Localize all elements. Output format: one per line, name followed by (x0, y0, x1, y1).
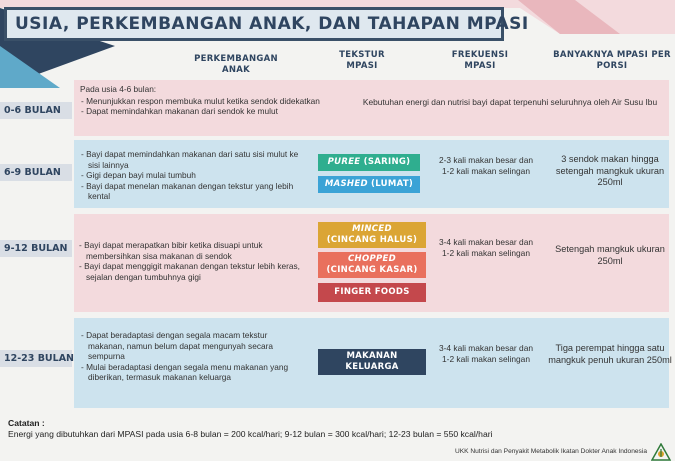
development-item: - Bayi dapat menggigit makanan dengan tekstur lebih keras, sejalan dengan tumbuhnya gigi (78, 261, 310, 282)
development-item: - Mulai beradaptasi dengan segala menu makanan yang diberikan, termasuk makanan keluarga (80, 362, 302, 383)
age-label-12-23: 12-23 BULAN (0, 350, 72, 367)
notes (8, 418, 493, 440)
development-6-9 (80, 149, 302, 202)
age-label-9-12: 9-12 BULAN (0, 240, 72, 257)
frequency-6-9: 2-3 kali makan besar dan 1-2 kali makan selingan (438, 155, 534, 176)
texture-finger-foods: FINGER FOODS (318, 283, 426, 302)
development-12-23 (80, 330, 302, 383)
age-label-6-9: 6-9 BULAN (0, 164, 72, 181)
development-item: - Dapat memindahkan makanan dari sendok ke mulut (80, 106, 320, 117)
page-title: USIA, PERKEMBANGAN ANAK, DAN TAHAPAN MPASI (15, 14, 529, 34)
texture-mashed: MASHED (LUMAT) (318, 176, 420, 193)
title-box (4, 7, 529, 41)
texture-puree: PUREE (SARING) (318, 154, 420, 171)
col-header-porsi: BANYAKNYA MPASI PER PORSI (553, 50, 671, 71)
frequency-12-23: 3-4 kali makan besar dan 1-2 kali makan selingan (438, 343, 534, 364)
development-item: - Menunjukkan respon membuka mulut ketika sendok didekatkan (80, 96, 320, 107)
col-header-perkembangan: PERKEMBANGAN ANAK (194, 54, 278, 75)
idai-logo-icon (651, 443, 671, 461)
development-intro: Pada usia 4-6 bulan: (80, 84, 157, 94)
development-item: - Bayi dapat menelan makanan dengan tekstur yang lebih kental (80, 181, 302, 202)
texture-chopped: CHOPPED (CINCANG KASAR) (318, 252, 426, 278)
notes-text: Energi yang dibutuhkan dari MPASI pada usia 6-8 bulan = 200 kcal/hari; 9-12 bulan = 300 kcal/hari; 12-23 bulan = 550 kcal/hari (8, 429, 493, 439)
col-header-frekuensi: FREKUENSI MPASI (451, 50, 509, 71)
development-item: - Gigi depan bayi mulai tumbuh (80, 170, 302, 181)
portion-9-12: Setengah mangkuk ukuran 250ml (555, 244, 665, 266)
development-item: - Bayi dapat merapatkan bibir ketika disuapi untuk membersihkan sisa makanan di sendok (78, 240, 310, 261)
age-label-0-6: 0-6 BULAN (0, 102, 72, 119)
notes-label: Catatan : (8, 418, 45, 428)
footer-credit: UKK Nutrisi dan Penyakit Metabolik Ikatan Dokter Anak Indonesia (454, 448, 647, 455)
development-0-6 (80, 84, 320, 117)
development-item: - Bayi dapat memindahkan makanan dari satu sisi mulut ke sisi lainnya (80, 149, 302, 170)
development-item: - Dapat beradaptasi dengan segala macam tekstur makanan, namun belum dapat mengunyah secara sempurna (80, 330, 302, 362)
asi-note-0-6: Kebutuhan energi dan nutrisi bayi dapat terpenuhi seluruhnya oleh Air Susu Ibu (362, 97, 658, 107)
frequency-9-12: 3-4 kali makan besar dan 1-2 kali makan selingan (438, 237, 534, 258)
portion-6-9: 3 sendok makan hingga setengah mangkuk ukuran 250ml (555, 154, 665, 187)
col-header-tekstur: TEKSTUR MPASI (339, 50, 385, 71)
portion-12-23: Tiga perempat hingga satu mangkuk penuh ukuran 250ml (548, 343, 672, 365)
development-9-12 (78, 240, 310, 282)
texture-keluarga: MAKANAN KELUARGA (318, 349, 426, 375)
texture-minced: MINCED (CINCANG HALUS) (318, 222, 426, 248)
